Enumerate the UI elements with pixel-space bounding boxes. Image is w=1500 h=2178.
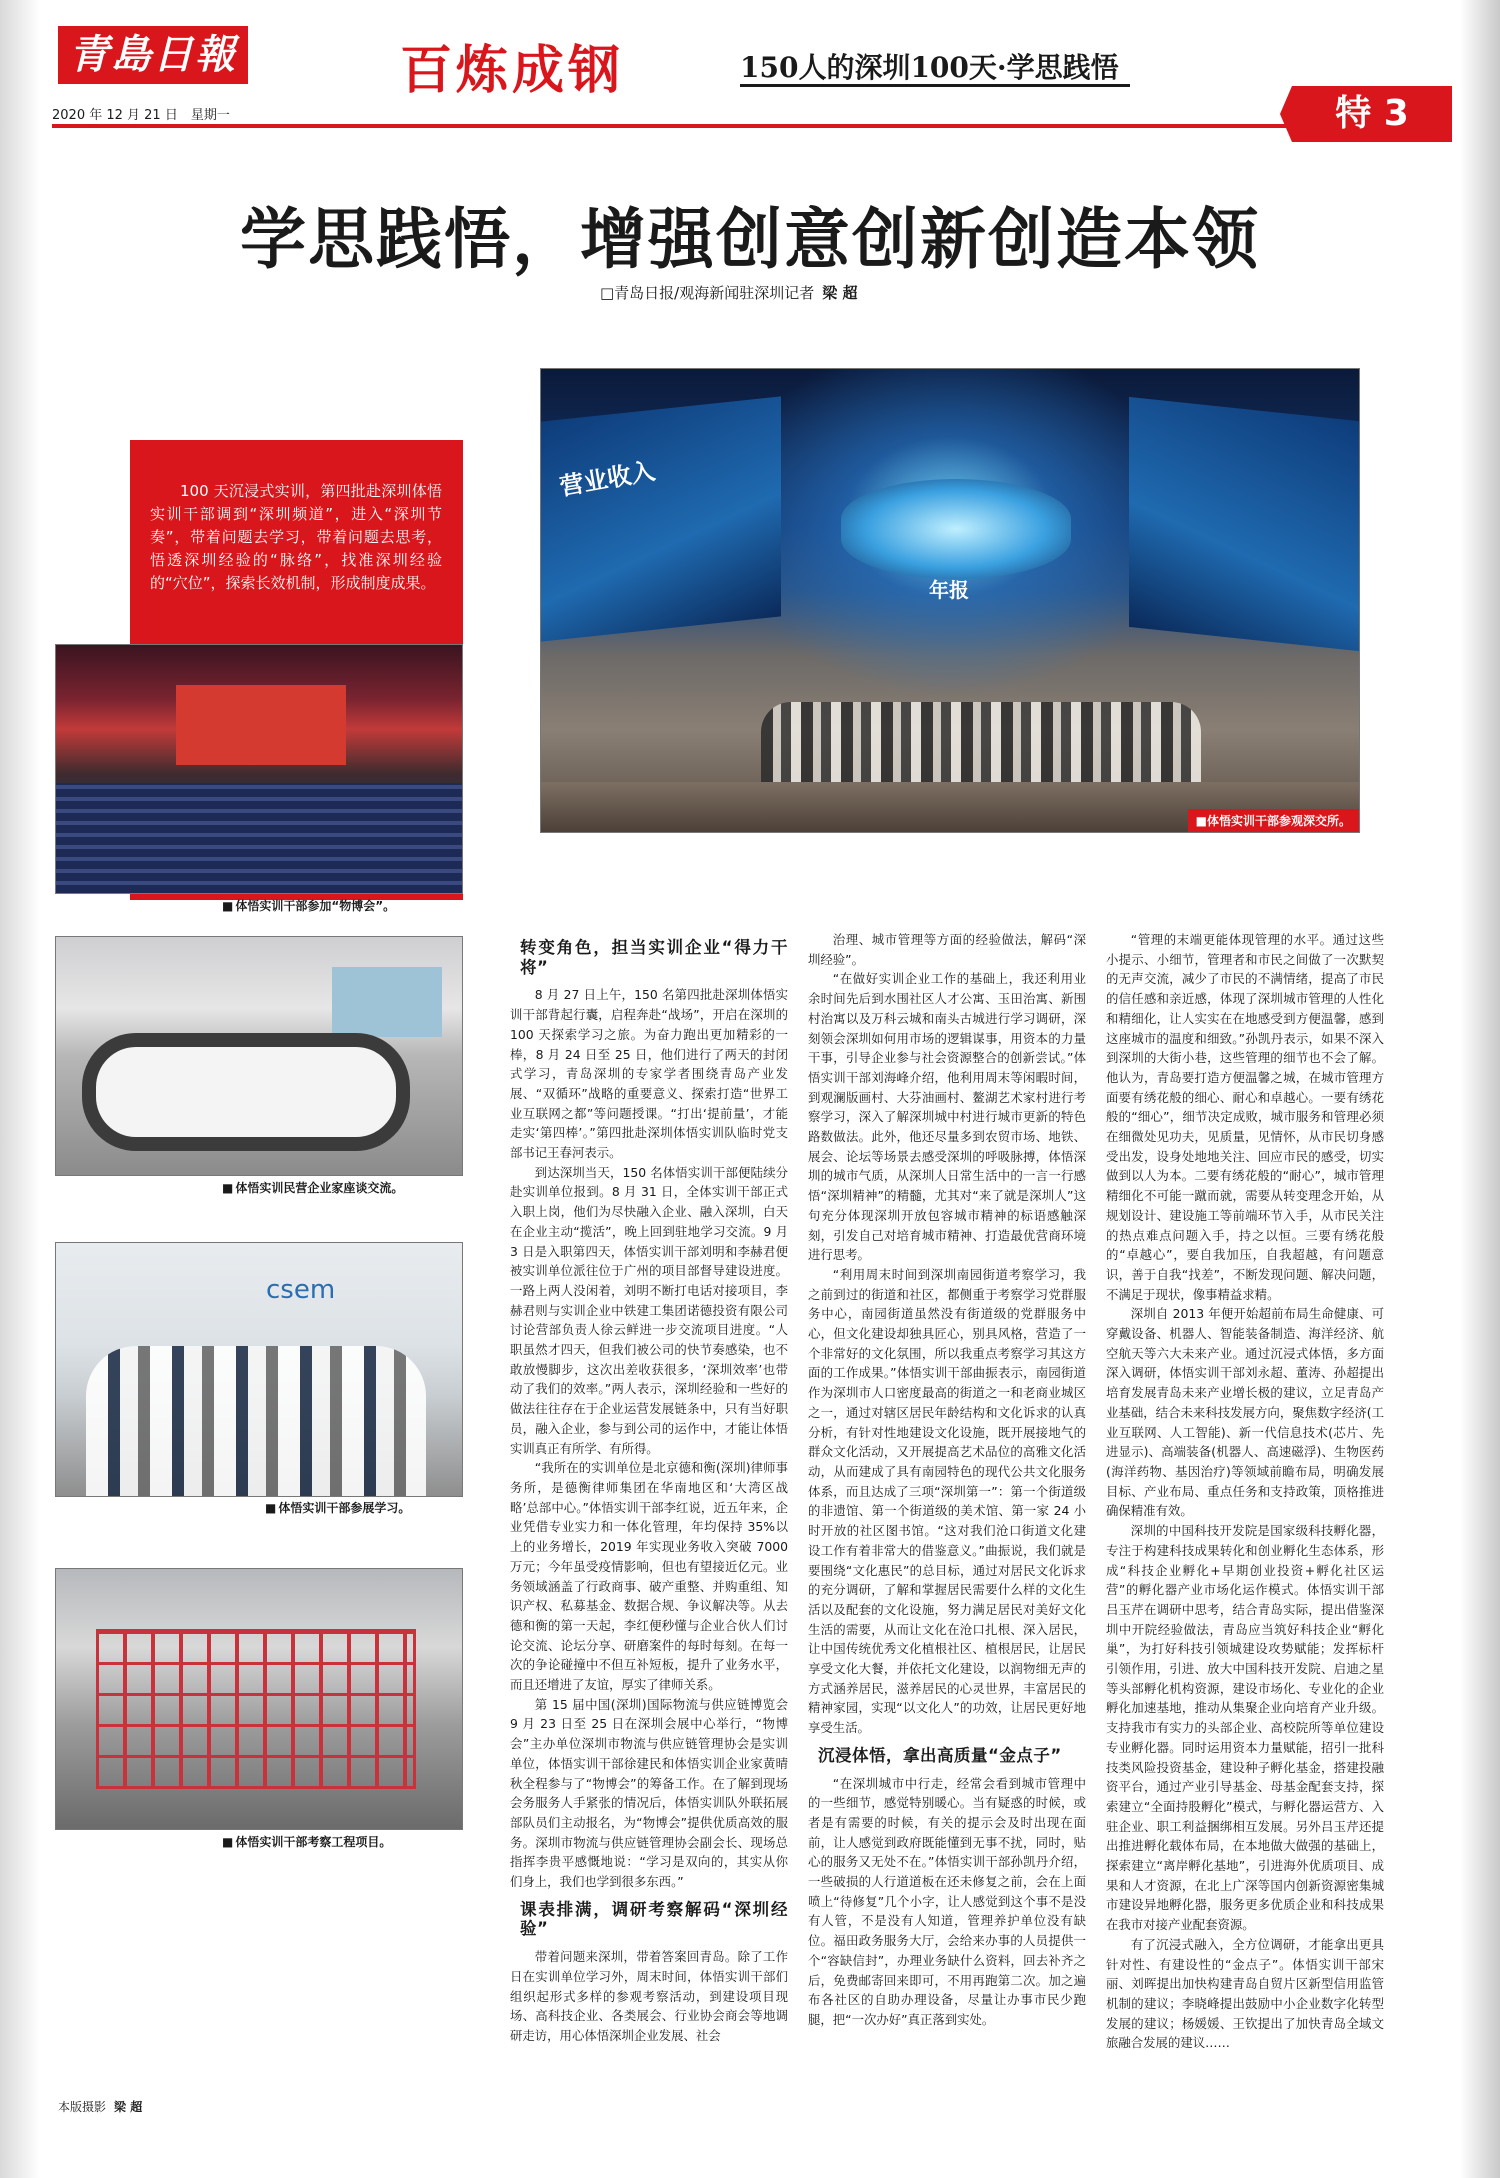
photo-exhibition	[55, 1242, 463, 1497]
series-title: 百炼成钢	[400, 40, 625, 101]
photo-credit-label: 本版摄影	[58, 2100, 107, 2114]
article-paragraph: 第 15 届中国(深圳)国际物流与供应链博览会 9 月 23 日至 25 日在深圳会展中心举行，“物博会”主办单位深圳市物流与供应链管理协会是实训单位，体悟实训干部徐建民和体悟实训企业家黄晴秋全程参与了“物博会”的筹备工作。在了解到现场会务服务人手紧张的情况后，体悟实训队外联拓展部队员们主动报名，为“物博会”提供优质高效的服务。深圳市物流与供应链管理协会副会长、现场总指挥李贵平感慨地说：“学习是双向的，其实从你们身上，我们也学到很多东西。”	[510, 1696, 788, 1890]
masthead	[50, 22, 1450, 101]
photo-construction	[55, 1568, 463, 1830]
page-headline: 学思践悟，增强创意创新创造本领	[240, 200, 1260, 278]
article-column-3	[1106, 930, 1384, 2053]
photo-steel-frame	[96, 1629, 416, 1789]
article-paragraph: 带着问题来深圳，带着答案回青岛。除了工作日在实训单位学习外，周末时间，体悟实训干部们组织起形式多样的参观考察活动，到建设项目现场、高科技企业、各类展会、行业协会商会等地调研走访，用心体悟深圳企业发展、社会	[510, 1949, 788, 2043]
photo-main-caption: ■体悟实训干部参观深交所。	[1188, 809, 1359, 832]
photo-credit-name: 梁 超	[114, 2100, 143, 2114]
photo-visitors-group	[86, 1346, 426, 1496]
photo-dome-screen	[841, 479, 1071, 579]
article-paragraph: 深圳的中国科技开发院是国家级科技孵化器，专注于构建科技成果转化和创业孵化生态体系，形成“科技企业孵化+早期创业投资+孵化社区运营”的孵化器产业市场化运作模式。体悟实训干部吕玉芹在调研中思考，结合青岛实际，提出借鉴深圳中开院经验做法，青岛应当筑好科技企业“孵化巢”，为打好科技引领城建设攻势赋能；发挥标杆引领作用，引进、放大中国科技开发院、启迪之星等头部孵化机构资源，建设市场化、专业化的企业孵化加速基地，推动从集聚企业向培育产业升级。支持我市有实力的头部企业、高校院所等单位建设专业孵化器。同时运用资本力量赋能，招引一批科技类风险投资基金，建设种子孵化基金，搭建投融资平台，通过产业引导基金、母基金配套支持，探索建立“全面持股孵化”模式，与孵化器运营方、入驻企业、职工利益捆绑相互发展。另外吕玉芹还提出推进孵化载体布局，在本地做大做强的基础上，探索建立“离岸孵化基地”，引进海外优质项目、成果和人才资源，在北上广深等国内创新资源密集城市建设异地孵化器，服务更多优质企业和科技成果在我市对接产业配套资源。	[1106, 1523, 1384, 1933]
article-paragraph: 治理、城市管理等方面的经验做法，解码“深圳经验”。	[808, 932, 1086, 967]
photo-expo-caption: ■ 体悟实训干部参加“物博会”。	[222, 898, 395, 914]
article-paragraph: “在做好实训企业工作的基础上，我还利用业余时间先后到水围社区人才公寓、玉田治寓、新围村治寓以及万科云城和南头古城进行学习调研，深刻领会深圳如何用市场的逻辑谋事，用资本的力量干事，引导企业参与社会资源整合的创新尝试。”体悟实训干部刘海峰介绍，他利用周末等闲暇时间，到观澜版画村、大芬油画村、鳌湖艺术家村进行考察学习，深入了解深圳城中村进行城市更新的特色路数做法。此外，他还尽量多到农贸市场、地铁、展会、论坛等场景去感受深圳的呼吸脉搏，体悟深圳的城市气质，从深圳人日常生活中的一言一行感悟“深圳精神”的精髓，尤其对“来了就是深圳人”这句充分体现深圳开放包容城市精神的标语感触深刻，引发自己对培育城市精神、打造最优营商环境进行思考。	[808, 971, 1086, 1263]
article-column-2	[808, 930, 1086, 2030]
article-paragraph: “在深圳城市中行走，经常会看到城市管理中的一些细节，感觉特别暖心。当有疑惑的时候，或者是有需要的时候，有关的提示会及时出现在面前，让人感觉到政府既能懂到无事不扰，同时，贴心的服务又无处不在。”体悟实训干部孙凯丹介绍，一些破损的人行道道板在还未修复之前，会在上面喷上“待修复”几个小字，让人感觉到这个事不是没有人管，不是没有人知道，管理养护单位没有缺位。福田政务服务大厅，会给来办事的人员提供一个“容缺信封”，办理业务缺什么资料，回去补齐之后，免费邮寄回来即可，不用再跑第二次。加之遍布各社区的自助办理设备，尽量让办事市民少跑腿，把“一次办好”真正落到实处。	[808, 1775, 1086, 2027]
photo-seminar-caption: ■ 体悟实训民营企业家座谈交流。	[222, 1180, 403, 1196]
series-underline	[740, 84, 1130, 87]
photo-credit	[58, 2098, 142, 2115]
photo-wall-right	[1129, 397, 1359, 651]
intro-text: 100 天沉浸式实训，第四批赴深圳体悟实训干部调到“深圳频道”，进入“深圳节奏”，带着问题去学习，带着问题去思考，悟透深圳经验的“脉络”，找准深圳经验的“穴位”，探索长效机制，形成制度成果。	[150, 482, 442, 592]
article-column-1	[510, 930, 788, 2046]
photo-screen-text: 年报	[929, 578, 969, 602]
photo-seminar	[55, 936, 463, 1176]
photo-stage	[176, 685, 346, 765]
newspaper-logo: 青島日報	[58, 26, 248, 84]
article-paragraph: “管理的末端更能体现管理的水平。通过这些小提示、小细节，管理者和市民之间做了一次默契的无声交流，减少了市民的不满情绪，提高了市民的信任感和亲近感，体现了深圳城市管理的人性化和精细化，让人实实在在地感受到方便温馨，感到这座城市的温度和细致。”孙凯丹表示，如果不深入到深圳的大街小巷，这些管理的细节也不会了解。他认为，青岛要打造方便温馨之城，在城市管理方面要有绣花般的细心、耐心和卓越心。一要有绣花般的“细心”，细节决定成败，城市服务和管理必须在细微处见功夫，见质量，见情怀，从市民切身感受出发，设身处地地关注、回应市民的感受，切实做到以人为本。二要有绣花般的“耐心”，城市管理精细化不可能一蹴而就，需要从转变理念开始，从规划设计、建设施工等前端环节入手，从市民关注的热点难点问题入手，持之以恒。三要有绣花般的“卓越心”，要自我加压，自我超越，有问题意识，善于自我“找差”，不断发现问题、解决问题，不满足于现状，像事精益求精。	[1106, 932, 1384, 1302]
photo-conference-table	[96, 1047, 396, 1137]
article-paragraph: 8 月 27 日上午，150 名第四批赴深圳体悟实训干部背起行囊，启程奔赴“战场”，开启在深圳的 100 天探索学习之旅。为奋力跑出更加精彩的一棒，8 月 24 日至 25 日，他们进行了两天的封闭式学习，青岛深圳的专家学者围绕青岛产业发展、“双循环”战略的重要意义、探索打造“世界工业互联网之都”等问题授课。“打出‘提前量’，才能走实‘第四棒’。”第四批赴深圳体悟实训队临时党支部书记王春河表示。	[510, 987, 788, 1161]
article-paragraph: 有了沉浸式融入，全方位调研，才能拿出更具针对性、有建设性的“金点子”。体悟实训干部宋丽、刘晖提出加快构建青岛自贸片区新型信用监管机制的建议；李晓峰提出鼓励中小企业数字化转型发展的建议；杨媛媛、王钦提出了加快青岛全域文旅融合发展的建议……	[1106, 1936, 1384, 2051]
photo-wall-left	[541, 396, 781, 641]
photo-window	[332, 967, 442, 1037]
article-paragraph: “我所在的实训单位是北京德和衡(深圳)律师事务所，是德衡律师集团在华南地区和‘大湾区战略’总部中心。”体悟实训干部李红说，近五年来，企业凭借专业实力和一体化管理，年均保持 35%以上的业务增长，2019 年实现业务收入突破 7000 万元；今年虽受疫情影响，但也有望接近亿元。业务领域涵盖了行政商事、破产重整、并购重组、知识产权、私募基金、数据合规、争议解决等。从去德和衡的第一天起，李红便秒懂与企业合伙人们讨论交流、论坛分享、研磨案件的每时每刻。在每一次的争论碰撞中不但互补短板，提升了业务水平，而且还增进了友谊，厚实了律师关系。	[510, 1460, 788, 1693]
photo-audience	[56, 783, 462, 893]
issue-date: 2020 年 12 月 21 日 星期一	[52, 108, 230, 123]
photo-booth-sign: csem	[266, 1275, 336, 1305]
header-divider	[52, 124, 1448, 128]
byline-prefix: □青岛日报/观海新闻驻深圳记者	[600, 284, 815, 302]
page-shade-right	[1460, 0, 1500, 2178]
photo-construction-caption: ■ 体悟实训干部考察工程项目。	[222, 1834, 391, 1850]
section-heading: 转变角色，担当实训企业“得力干将”	[520, 938, 788, 977]
article-paragraph: 到达深圳当天，150 名体悟实训干部便陆续分赴实训单位报到。8 月 31 日，全体实训干部正式入职上岗，他们为尽快融入企业、融入深圳，白天在企业主动“揽活”，晚上回到驻地学习交流。9 月 3 日是入职第四天，体悟实训干部刘明和李赫君便被实训单位派往位于广州的项目部督导建设进度。一路上两人没闲着，刘明不断打电话对接项目，李赫君则与实训企业中铁建工集团诺德投资有限公司讨论营部负责人徐云鲜进一步交流项目进度。“人职虽然才四天，但我们被公司的快节奏感染，也不敢放慢脚步，这次出差收获很多，‘深圳效率’也带动了我们的效率。”两人表示，深圳经验和一些好的做法往往存在于企业运营发展链条中，只有当好职员，融入企业，参与到公司的运作中，才能让体悟实训真正有所学、有所得。	[510, 1164, 788, 1456]
photo-expo	[55, 644, 463, 894]
byline	[600, 282, 857, 303]
edition-tag: 特 3	[1292, 86, 1452, 142]
page-shade-left	[0, 0, 40, 2178]
article-paragraph: 深圳自 2013 年便开始超前布局生命健康、可穿戴设备、机器人、智能装备制造、海洋经济、航空航天等六大未来产业。通过沉浸式体悟，多方面深入调研，体悟实训干部刘永超、董涛、孙超提出培育发展青岛未来产业增长极的建议，立足青岛产业基础，结合未来科技发展方向，聚焦数字经济(工业互联网、人工智能)、新一代信息技术(芯片、先进显示)、高端装备(机器人、高速磁浮)、生物医药(海洋药物、基因治疗)等领域前瞻布局，明确发展目标、产业布局、重点任务和支持政策，顶格推进确保精准有效。	[1106, 1306, 1384, 1519]
section-heading: 课表排满，调研考察解码“深圳经验”	[520, 1899, 788, 1939]
section-heading: 沉浸体悟，拿出高质量“金点子”	[818, 1745, 1062, 1765]
article-paragraph: “利用周末时间到深圳南园街道考察学习，我之前到过的街道和社区，都侧重于考察学习党群服务中心，南园街道虽然没有街道级的党群服务中心，但文化建设却独具匠心，别具风格，营造了一个非常好的文化氛围，所以我重点考察学习其这方面的工作成果。”体悟实训干部曲振表示，南园街道作为深圳市人口密度最高的街道之一和老商业城区之一，通过对辖区居民年龄结构和文化诉求的认真分析，有针对性地建设文化设施，既开展接地气的群众文化活动，又开展提高艺术品位的高雅文化活动，从而建成了具有南园特色的现代公共文化服务体系，而且达成了三项“深圳第一”：第一个街道级的非遗馆、第一个街道级的美术馆、第一家 24 小时开放的社区图书馆。“这对我们沧口街道文化建设工作有着非常大的借鉴意义。”曲振说，我们就是要围绕“文化惠民”的总目标，通过对居民文化诉求的充分调研，了解和掌握居民需要什么样的文化生活以及配套的文化设施，努力满足居民对美好文化生活的需要，从而让文化在沧口扎根、深入居民，让中国传统优秀文化植根社区、植根居民，让居民享受文化大餐，并依托文化建设，以润物细无声的方式涵养居民，滋养居民的心灵世界，丰富居民的精神家园，实现“以文化人”的功效，让居民更好地享受生活。	[808, 1266, 1086, 1736]
photo-exhibition-caption: ■ 体悟实训干部参展学习。	[265, 1500, 410, 1516]
byline-author: 梁 超	[822, 284, 858, 302]
photo-stock-exchange	[540, 368, 1360, 833]
series-subtitle: 150人的深圳100天·学思践悟	[740, 51, 1119, 84]
photo-wall-text: 营业收入	[557, 456, 658, 502]
